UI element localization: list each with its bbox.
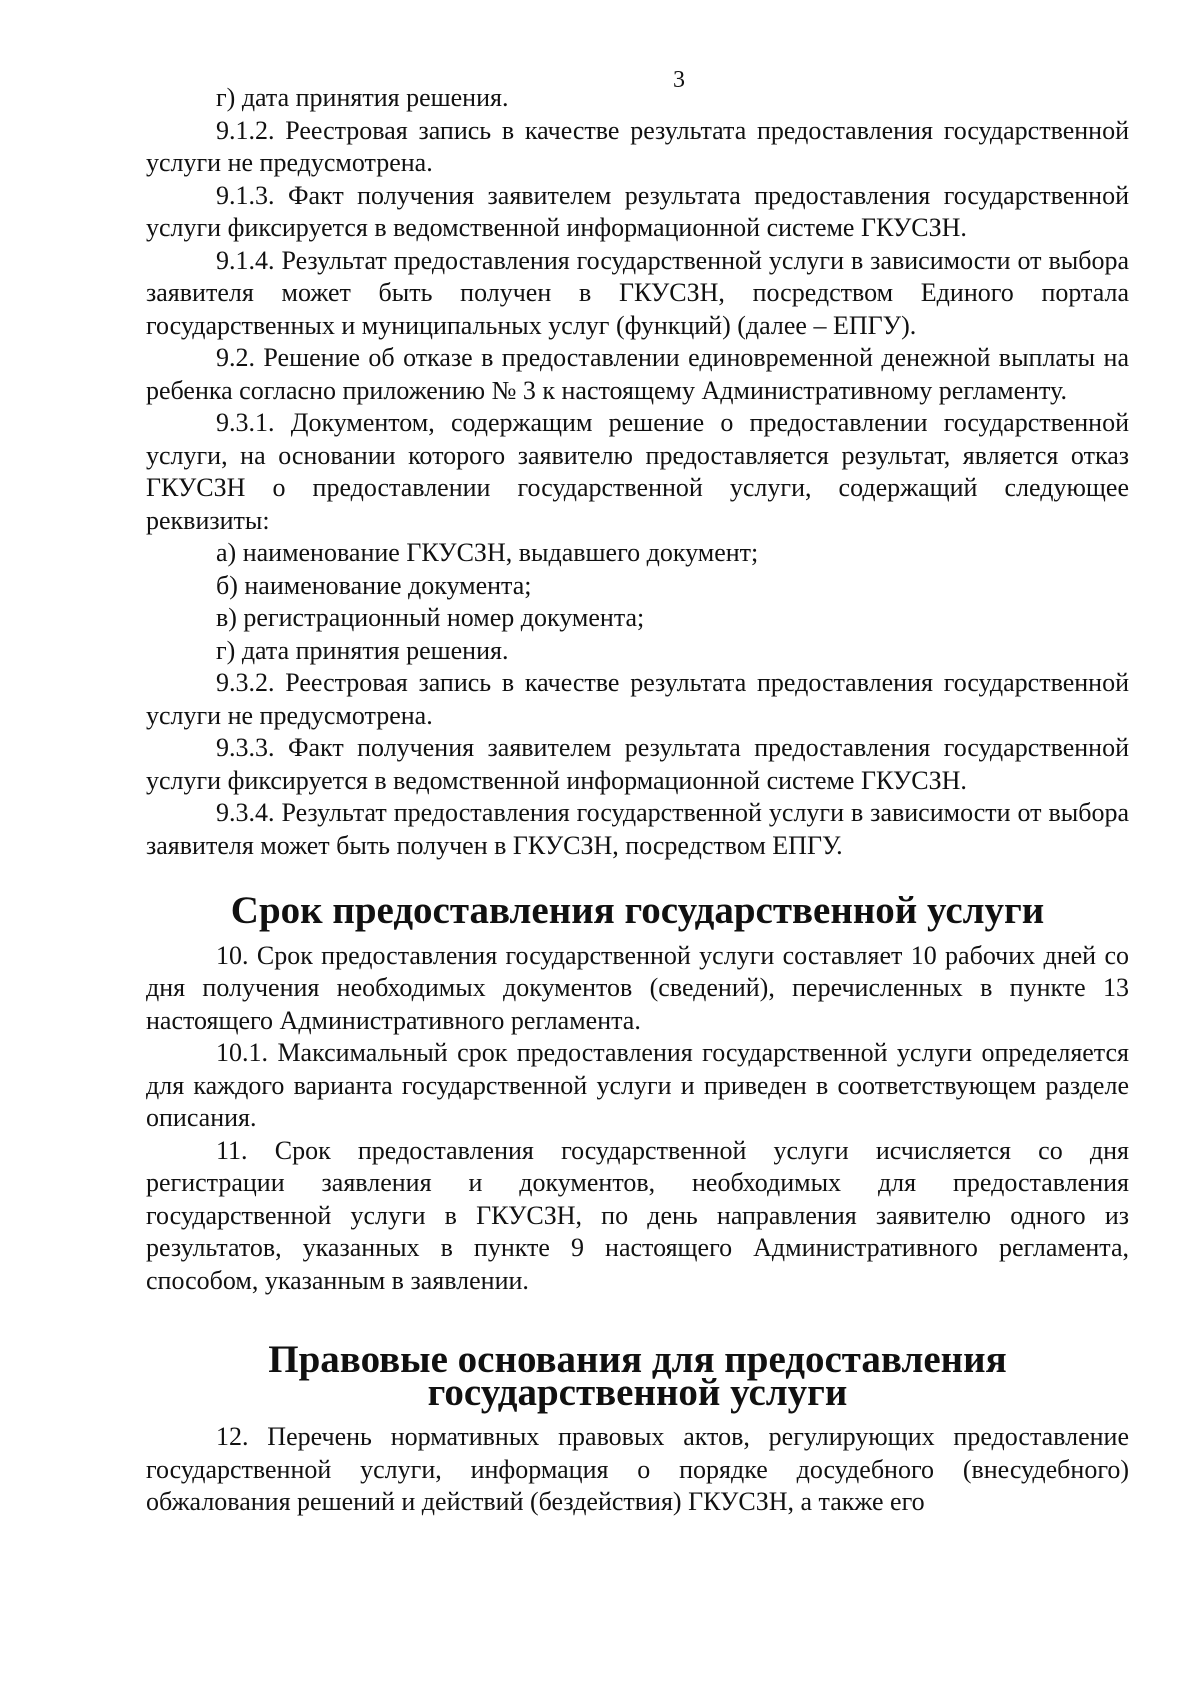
paragraph-9-3-2: 9.3.2. Реестровая запись в качестве результата предоставления государственной услуги не предусмотрена. (146, 668, 1129, 730)
section-heading-legal-basis: Правовые основания для предоставления государственной услуги (268, 1338, 1007, 1414)
list-item-a: а) наименование ГКУСЗН, выдавшего документ; (216, 538, 759, 567)
paragraph-12: 12. Перечень нормативных правовых актов, регулирующих предоставление государственной услуги, информация о порядке досудебного (внесудебного) обжалования решений и действий (бездействия) ГКУСЗН, а также его (146, 1422, 1129, 1516)
paragraph-10-1: 10.1. Максимальный срок предоставления государственной услуги определяется для каждого варианта государственной услуги и приведен в соответствующем разделе описания. (146, 1038, 1129, 1132)
document-body (146, 82, 1129, 1519)
page-number: 3 (673, 67, 685, 93)
paragraph-9-1-2: 9.1.2. Реестровая запись в качестве результата предоставления государственной услуги не предусмотрена. (146, 115, 1129, 177)
paragraph-9-3-4: 9.3.4. Результат предоставления государственной услуги в зависимости от выбора заявителя может быть получен в ГКУСЗН, посредством ЕПГУ. (146, 798, 1129, 860)
paragraph-9-1-3: 9.1.3. Факт получения заявителем результата предоставления государственной услуги фиксируется в ведомственной информационной системе ГКУСЗН. (146, 180, 1129, 242)
paragraph-9-3-3: 9.3.3. Факт получения заявителем результата предоставления государственной услуги фиксируется в ведомственной информационной системе ГКУСЗН. (146, 733, 1129, 795)
paragraph-9-1-4: 9.1.4. Результат предоставления государственной услуги в зависимости от выбора заявителя может быть получен в ГКУСЗН, посредством Единого портала государственных и муниципальных услуг (функций) (далее – ЕПГУ). (146, 245, 1129, 340)
list-item-g: г) дата принятия решения. (216, 635, 509, 665)
list-item-v: в) регистрационный номер документа; (216, 603, 645, 632)
paragraph-9-2: 9.2. Решение об отказе в предоставлении единовременной денежной выплаты на ребенка согласно приложению № 3 к настоящему Административному регламенту. (146, 343, 1129, 405)
paragraph-decision-date-1: г) дата принятия решения. (216, 83, 509, 112)
list-item-b: б) наименование документа; (216, 570, 532, 600)
paragraph-9-3-1: 9.3.1. Документом, содержащим решение о предоставлении государственной услуги, на основании которого заявителю предоставляется результат, является отказ ГКУСЗН о предоставлении государственной услуги, содержащий следующее реквизиты: (146, 408, 1129, 535)
paragraph-10: 10. Срок предоставления государственной услуги составляет 10 рабочих дней со дня получения необходимых документов (сведений), перечисленных в пункте 13 настоящего Административного регламента. (146, 940, 1129, 1035)
paragraph-11: 11. Срок предоставления государственной услуги исчисляется со дня регистрации заявления и документов, необходимых для предоставления государственной услуги в ГКУСЗН, по день направления заявителю одного из результатов, указанных в пункте 9 настоящего Административного регламента, способом, указанным в заявлении. (146, 1135, 1129, 1295)
section-heading-term: Срок предоставления государственной услуги (230, 889, 1045, 932)
